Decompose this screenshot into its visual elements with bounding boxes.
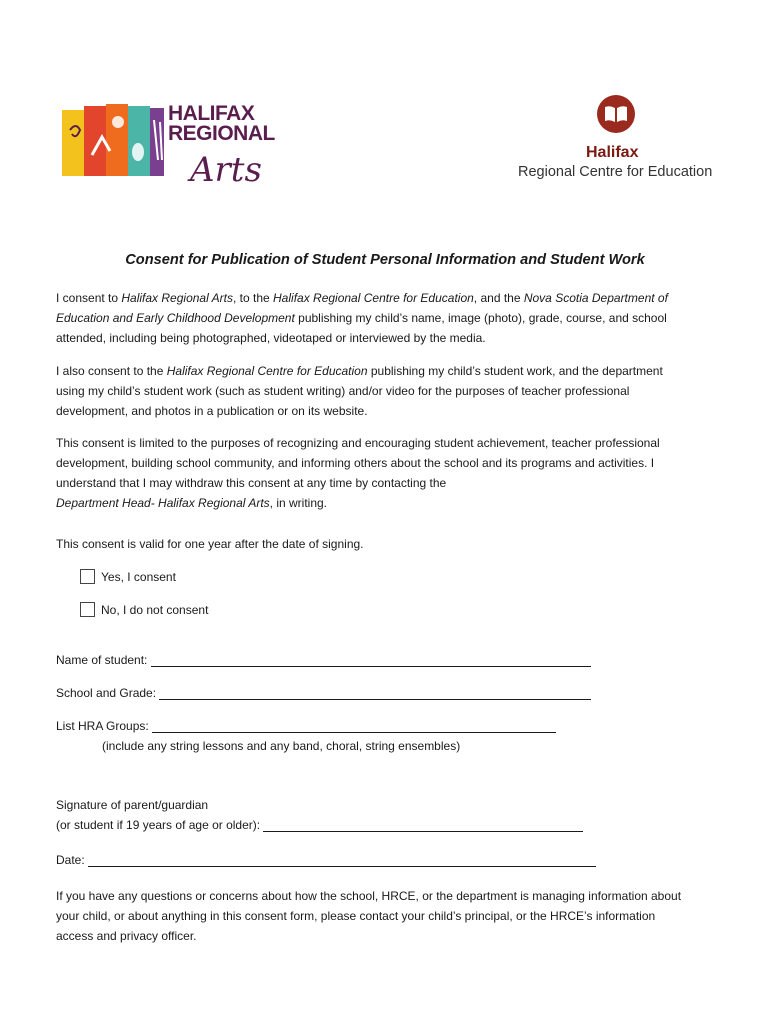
hra-groups-line[interactable] bbox=[152, 720, 556, 733]
student-name-line[interactable] bbox=[151, 654, 591, 667]
signature-line[interactable] bbox=[263, 819, 583, 832]
consent-paragraph-1: I consent to Halifax Regional Arts, to the Halifax Regional Centre for Education, and the Nova Scotia Department of Education and Early Childhood Development publishing my child’s name, image (photo), grade, course, and school attended, including being photographed, videotaped or interviewed by the media. bbox=[56, 291, 668, 345]
page-title: Consent for Publication of Student Personal Information and Student Work bbox=[125, 252, 645, 268]
validity-statement: This consent is valid for one year after the date of signing. bbox=[56, 537, 364, 551]
consent-yes-label: Yes, I consent bbox=[101, 569, 176, 584]
consent-paragraph-2: I also consent to the Halifax Regional Centre for Education publishing my child’s student work, and the department using my child’s student work (such as student writing) and/or video for the purposes of teacher professional development, and photos in a publication or on its website. bbox=[56, 364, 663, 418]
student-name-field[interactable]: Name of student: bbox=[56, 653, 591, 667]
consent-no-option[interactable] bbox=[80, 602, 208, 617]
hra-logo bbox=[62, 100, 275, 200]
hra-logo-line1: HALIFAX bbox=[168, 102, 255, 125]
hra-groups-field[interactable]: List HRA Groups: bbox=[56, 719, 556, 733]
signature-field[interactable]: (or student if 19 years of age or older): bbox=[56, 818, 583, 832]
consent-no-label: No, I do not consent bbox=[101, 602, 209, 617]
date-field[interactable]: Date: bbox=[56, 853, 596, 867]
footer-note: If you have any questions or concerns about how the school, HRCE, or the department is managing information about your child, or about anything in this consent form, please contact your child’s principal, or the HRCE’s information access and privacy officer. bbox=[56, 889, 682, 943]
school-grade-line[interactable] bbox=[159, 687, 591, 700]
school-grade-field[interactable]: School and Grade: bbox=[56, 686, 591, 700]
signature-label-1: Signature of parent/guardian bbox=[56, 798, 209, 812]
hrce-name: Halifax bbox=[586, 144, 639, 161]
consent-yes-option[interactable] bbox=[80, 569, 176, 584]
hrce-logo bbox=[518, 94, 718, 186]
book-icon bbox=[596, 94, 636, 134]
consent-yes-checkbox[interactable] bbox=[80, 569, 95, 584]
hra-logo-script: Arts bbox=[190, 150, 262, 190]
hra-groups-note: (include any string lessons and any band, choral, string ensembles) bbox=[102, 739, 461, 753]
consent-paragraph-3: This consent is limited to the purposes of recognizing and encouraging student achievement, teacher professional development, building school community, and informing others about the school and its programs and activities. I understand that I may withdraw this consent at any time by contacting the Department Head- Halifax Regional Arts, in writing. bbox=[56, 436, 660, 510]
hrce-subtitle: Regional Centre for Education bbox=[518, 164, 713, 180]
consent-no-checkbox[interactable] bbox=[80, 602, 95, 617]
hra-logo-line2: REGIONAL bbox=[168, 122, 275, 145]
date-line[interactable] bbox=[88, 854, 596, 867]
